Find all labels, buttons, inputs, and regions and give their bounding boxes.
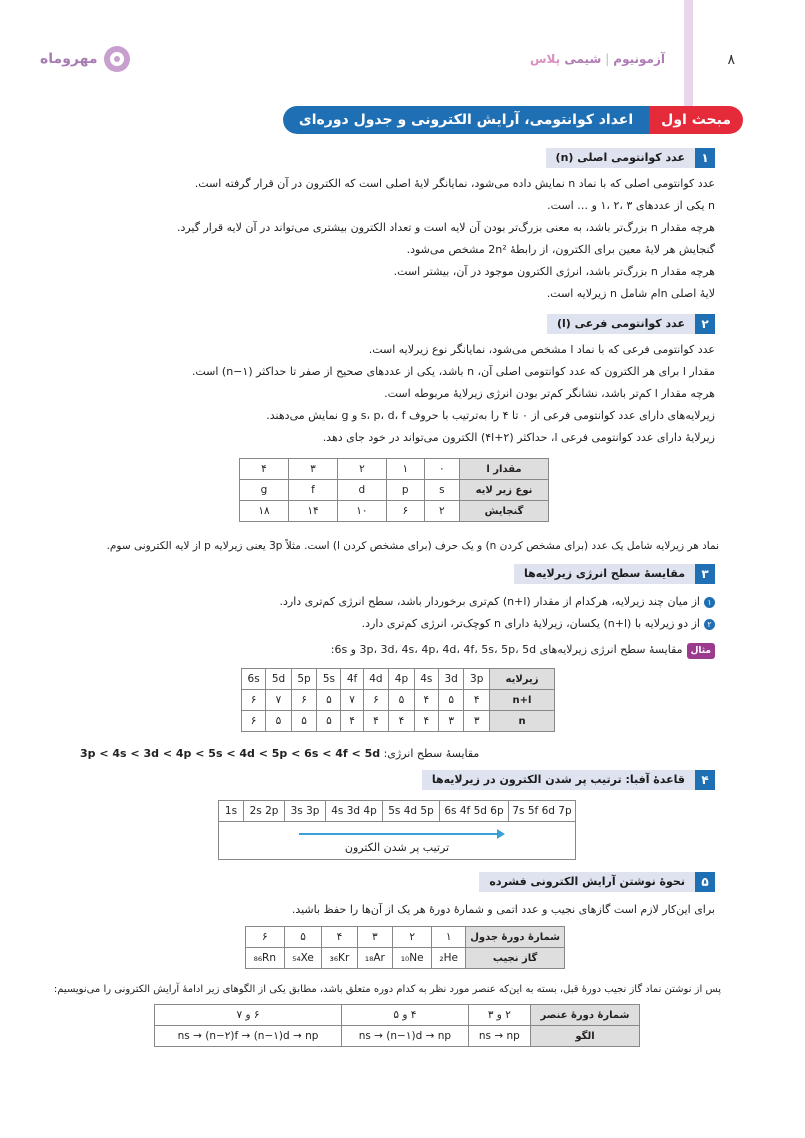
- table-cell: ۴: [414, 711, 438, 732]
- table-cell: ۵: [284, 927, 322, 948]
- table-cell: ۳: [357, 927, 393, 948]
- section-number: ۱: [695, 148, 715, 168]
- comparison-line: [80, 746, 479, 762]
- row-header: n: [490, 711, 555, 732]
- paragraph-line: برای این‌کار لازم است گازهای نجیب و عدد اتمی و شمارهٔ دورهٔ هر یک از آن‌ها را حفظ باشید.: [291, 903, 715, 916]
- comparison-value: 3p < 4s < 3d < 4p < 5s < 4d < 5p < 6s < 4f < 5d: [80, 747, 381, 760]
- table-cell: ۴: [363, 711, 389, 732]
- table-cell: ns → np: [468, 1026, 530, 1047]
- row-header: شمارهٔ دورهٔ جدول: [466, 927, 565, 948]
- table-row: [242, 711, 555, 732]
- section-3-heading: [514, 564, 715, 584]
- table-cell: ۱۴: [288, 501, 337, 522]
- paragraph-line: عدد کوانتومی فرعی که با نماد l مشخص می‌شود، نمایانگر نوع زیرلایه است.: [368, 343, 715, 356]
- table-cell: 3d: [438, 669, 464, 690]
- section-title: نحوهٔ نوشتن آرایش الکترونی فشرده: [479, 872, 695, 892]
- table-row: [240, 480, 549, 501]
- table-cell: ۵: [266, 711, 292, 732]
- sequence-cell: 3s 3p: [285, 801, 326, 821]
- rule-item: [280, 594, 716, 610]
- section-title: عدد کوانتومی اصلی (n): [546, 148, 695, 168]
- chapter-title: اعداد کوانتومی، آرایش الکترونی و جدول دوره‌ای: [283, 106, 649, 134]
- section-number: ۵: [695, 872, 715, 892]
- table-cell: ۶: [386, 501, 424, 522]
- subject-name: شیمی: [564, 52, 602, 66]
- paragraph-line: هرچه مقدار n بزرگ‌تر باشد، به معنی بزرگ‌تر بودن آن لایه است و تعداد الکترون بیشتری می‌تواند در آن لایه قرار گیرد.: [176, 221, 715, 234]
- table-cell: 5p: [291, 669, 317, 690]
- table-cell: ۳: [438, 711, 464, 732]
- table-cell: 4f: [341, 669, 363, 690]
- table-cell: ۷: [266, 690, 292, 711]
- right-arrow-icon: [299, 833, 499, 835]
- table-cell: g: [240, 480, 289, 501]
- table-cell: ۵: [291, 711, 317, 732]
- sequence-cell: 4s 3d 4p: [326, 801, 383, 821]
- table-cell: 3p: [464, 669, 490, 690]
- row-header: گاز نجیب: [466, 948, 565, 969]
- table-cell: ۵: [438, 690, 464, 711]
- chapter-index: مبحث اول: [649, 106, 743, 134]
- header-accent-bar: [684, 0, 693, 110]
- table-cell: ۰: [424, 459, 459, 480]
- example-line: [331, 642, 715, 659]
- table-cell: ۴: [389, 711, 415, 732]
- table-row: [246, 927, 565, 948]
- sequence-cell: 2s 2p: [244, 801, 285, 821]
- table-cell: ۷: [341, 690, 363, 711]
- table-cell: ۶: [363, 690, 389, 711]
- example-tag: مثال: [687, 643, 715, 659]
- separator: |: [605, 52, 610, 66]
- table-cell: 6s: [242, 669, 266, 690]
- page-number: ۸: [727, 52, 735, 68]
- sequence-cell: 5s 4d 5p: [383, 801, 440, 821]
- paragraph-line: لایهٔ اصلی nام شامل n زیرلایه است.: [546, 287, 715, 300]
- table-cell: ۶ و ۷: [155, 1005, 342, 1026]
- bullet-number: ۱: [704, 597, 715, 608]
- table-row: [242, 690, 555, 711]
- table-cell: ۶: [242, 711, 266, 732]
- subject-plus: پلاس: [529, 52, 561, 66]
- table-cell: ns → (n−۲)f → (n−۱)d → np: [155, 1026, 342, 1047]
- table-cell: ۱: [386, 459, 424, 480]
- running-title: [530, 52, 665, 66]
- table-cell: ۴: [414, 690, 438, 711]
- table-cell: ۱۰: [337, 501, 386, 522]
- table-cell: ۳: [464, 711, 490, 732]
- pattern-table: [154, 1004, 640, 1047]
- sequence-cell: 1s: [219, 801, 244, 821]
- section-title: عدد کوانتومی فرعی (l): [547, 314, 695, 334]
- section-number: ۳: [695, 564, 715, 584]
- paragraph-line: مقدار l برای هر الکترون که عدد کوانتومی اصلی آن، n باشد، یکی از عددهای صحیح از صفر تا حداکثر (n−۱) است.: [191, 365, 715, 378]
- table-cell: f: [288, 480, 337, 501]
- paragraph-line: زیرلایهٔ دارای عدد کوانتومی فرعی l، حداکثر (۴l+۲) الکترون می‌تواند در خود جای دهد.: [322, 431, 715, 444]
- bullet-number: ۲: [704, 619, 715, 630]
- paragraph-line: n یکی از عددهای ۳ ،۲ ،۱ و … است.: [547, 199, 715, 212]
- table-cell: ns → (n−۱)d → np: [342, 1026, 469, 1047]
- table-cell: ₅₄Xe: [284, 948, 322, 969]
- section-5-heading: [479, 872, 715, 892]
- table-row: [155, 1005, 640, 1026]
- table-cell: ۳: [288, 459, 337, 480]
- energy-comparison-table: [241, 668, 555, 732]
- table-row: [246, 948, 565, 969]
- table-cell: ۴ و ۵: [342, 1005, 469, 1026]
- table-cell: ۴: [464, 690, 490, 711]
- sequence-cell: 7s 5f 6d 7p: [512, 805, 572, 817]
- table-cell: ₁₀Ne: [393, 948, 432, 969]
- table-cell: s: [424, 480, 459, 501]
- row-header: n+l: [490, 690, 555, 711]
- table-cell: p: [386, 480, 424, 501]
- table-cell: ۱: [432, 927, 466, 948]
- table-cell: ۶: [291, 690, 317, 711]
- table-cell: 5s: [317, 669, 341, 690]
- table-row: [242, 669, 555, 690]
- note-line: نماد هر زیرلایه شامل یک عدد (برای مشخص کردن n) و یک حرف (برای مشخص کردن l) است. مثلاً 3p یعنی زیرلایه p از لایه الکترونی سوم.: [106, 540, 719, 552]
- section-number: ۲: [695, 314, 715, 334]
- table-cell: ۲ و ۳: [468, 1005, 530, 1026]
- sublevel-table: [239, 458, 549, 522]
- sequence-cell: 6s 4f 5d 6p: [440, 801, 509, 821]
- table-cell: 4s: [414, 669, 438, 690]
- running-header: [0, 38, 805, 88]
- section-4-heading: [422, 770, 715, 790]
- rule-text: از دو زیرلایه با (n+l) یکسان، زیرلایهٔ دارای n کوچک‌تر، انرژی کم‌تری دارد.: [361, 617, 700, 630]
- paragraph-line: گنجایش هر لایهٔ معین برای الکترون، از رابطهٔ 2n² مشخص می‌شود.: [406, 243, 715, 256]
- section-1-heading: [546, 148, 715, 168]
- table-cell: ₃₆Kr: [322, 948, 357, 969]
- butterfly-logo-icon: [104, 46, 130, 72]
- table-cell: ۶: [242, 690, 266, 711]
- paragraph-line: هرچه مقدار n بزرگ‌تر باشد، انرژی الکترون موجود در آن، بیشتر است.: [393, 265, 715, 278]
- row-header: نوع زیر لایه: [460, 480, 549, 501]
- section-number: ۴: [695, 770, 715, 790]
- row-header: مقدار l: [460, 459, 549, 480]
- sequence-caption: ترتیب پر شدن الکترون: [344, 841, 450, 854]
- paragraph-line: پس از نوشتن نماد گاز نجیب دورهٔ قبل، بسته به این‌که عنصر مورد نظر به کدام دوره متعلق باشد، مطابق یکی از الگوهای زیر ادامهٔ آرایش الکترونی را می‌نویسیم:: [53, 984, 721, 995]
- rule-item: [362, 616, 715, 632]
- table-cell: ۴: [341, 711, 363, 732]
- sequence-row: [219, 801, 575, 822]
- section-title: مقایسهٔ سطح انرژی زیرلایه‌ها: [514, 564, 695, 584]
- noble-gas-table: [245, 926, 565, 969]
- comparison-label: مقایسهٔ سطح انرژی:: [383, 747, 480, 760]
- table-cell: ۵: [317, 711, 341, 732]
- table-cell: ۴: [240, 459, 289, 480]
- chapter-heading: [283, 106, 743, 134]
- aufbau-sequence-box: [218, 800, 576, 860]
- paragraph-line: هرچه مقدار l کم‌تر باشد، نشانگر کم‌تر بودن انرژی زیرلایهٔ مربوطه است.: [384, 387, 715, 400]
- rule-text: از میان چند زیرلایه، هرکدام از مقدار (n+l) کم‌تری برخوردار باشد، سطح انرژی کم‌تری دارد.: [279, 595, 700, 608]
- table-cell: ۲: [393, 927, 432, 948]
- section-2-heading: [547, 314, 715, 334]
- table-cell: ۶: [246, 927, 285, 948]
- table-cell: 4d: [363, 669, 389, 690]
- brand-name: مهروماه: [40, 51, 98, 67]
- paragraph-line: زیرلایه‌های دارای عدد کوانتومی فرعی از ۰ تا ۴ را به‌ترتیب با حروف s، p، d، f و g نمایش می‌دهند.: [266, 409, 715, 422]
- series-name: آزمونیوم: [613, 52, 665, 66]
- table-cell: ₈₆Rn: [246, 948, 285, 969]
- table-cell: ۲: [424, 501, 459, 522]
- table-cell: d: [337, 480, 386, 501]
- table-row: [155, 1026, 640, 1047]
- table-row: [240, 459, 549, 480]
- example-text: مقایسهٔ سطح انرژی زیرلایه‌های 3p، 3d، 4s، 4p، 4d، 4f، 5s، 5p، 5d و 6s:: [330, 643, 683, 656]
- row-header: زیرلایه: [490, 669, 555, 690]
- table-cell: ۴: [322, 927, 357, 948]
- row-header: الگو: [531, 1026, 640, 1047]
- table-cell: ۱۸: [240, 501, 289, 522]
- table-cell: ۵: [317, 690, 341, 711]
- table-cell: ₁₈Ar: [357, 948, 393, 969]
- table-cell: ₂He: [432, 948, 466, 969]
- table-row: [240, 501, 549, 522]
- row-header: گنجایش: [460, 501, 549, 522]
- brand-logo: [40, 46, 130, 72]
- table-cell: ۲: [337, 459, 386, 480]
- table-cell: 5d: [266, 669, 292, 690]
- row-header: شمارهٔ دورهٔ عنصر: [531, 1005, 640, 1026]
- table-cell: 4p: [389, 669, 415, 690]
- section-title: قاعدهٔ آفبا: ترتیب پر شدن الکترون در زیرلایه‌ها: [422, 770, 695, 790]
- paragraph-line: عدد کوانتومی اصلی که با نماد n نمایش داده می‌شود، نمایانگر لایهٔ اصلی است که الکترون در آن قرار گرفته است.: [194, 177, 715, 190]
- table-cell: ۵: [389, 690, 415, 711]
